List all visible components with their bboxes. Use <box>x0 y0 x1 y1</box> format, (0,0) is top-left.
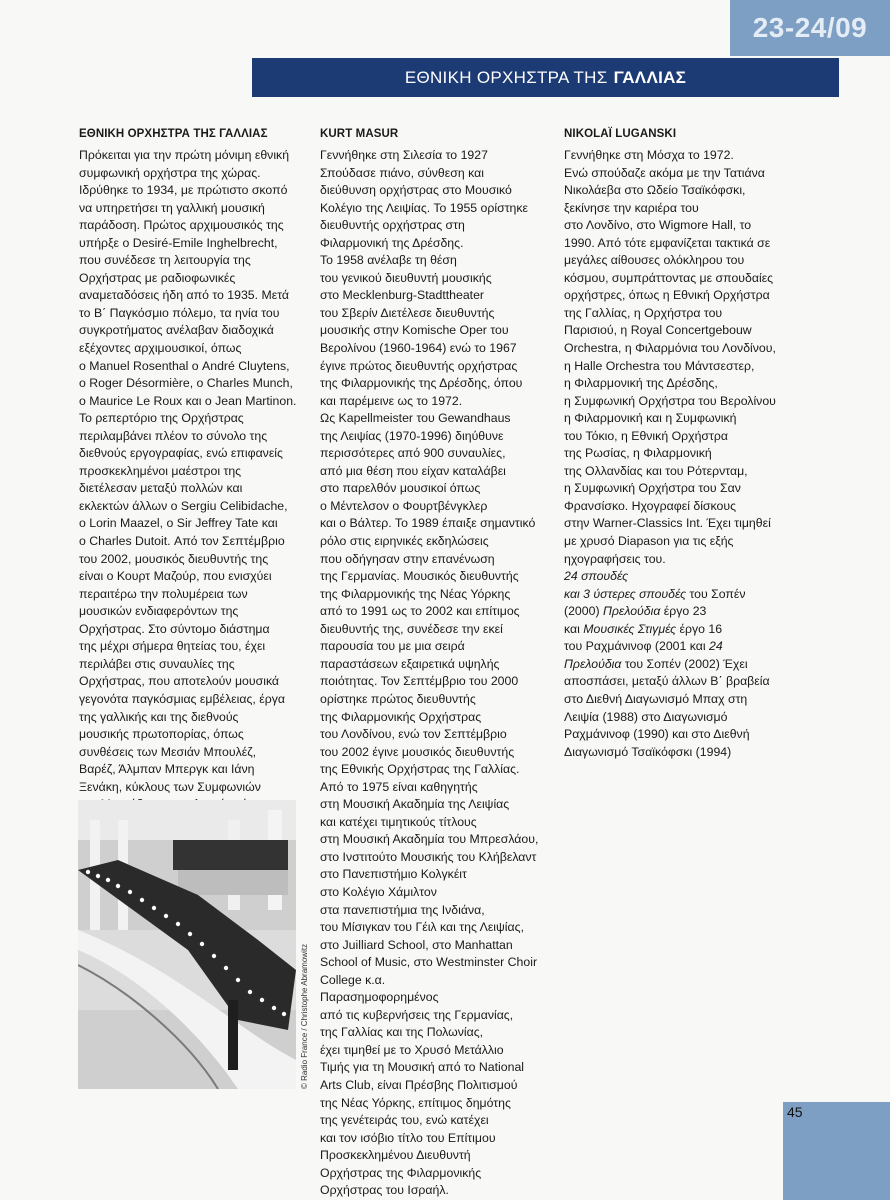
masur-line: της Γαλλίας και της Πολωνίας, <box>320 1025 484 1040</box>
masur-line: της Εθνικής Ορχήστρας της Γαλλίας. <box>320 762 520 777</box>
luganski-line-part: έργο 16 <box>676 621 723 636</box>
luganski-line: Ενώ σπούδαζε ακόμα με την Τατιάνα <box>564 165 765 180</box>
orchestra-line: συμφωνική ορχήστρα της χώρας. <box>79 165 261 180</box>
luganski-line <box>564 586 792 604</box>
masur-line: Ορχήστρας της Φιλαρμονικής <box>320 1165 482 1180</box>
page-title-regular: ΕΘΝΙΚΗ ΟΡΧΗΣΤΡΑ ΤΗΣ <box>404 67 608 87</box>
masur-line: Γεννήθηκε στη Σιλεσία το 1927 <box>320 148 488 162</box>
orchestra-line: Βαρέζ, Άλμπαν Μπεργκ και Ιάνη <box>79 762 255 777</box>
luganski-line: Παρισιού, η Royal Concertgebouw <box>564 323 752 338</box>
luganski-line: Λειψία (1988) στο Διαγωνισμό <box>564 709 728 724</box>
masur-line: και παρέμεινε ως το 1972. <box>320 393 463 408</box>
orchestra-line: μουσικής πρωτοπορίας, όπως <box>79 727 244 742</box>
luganski-line: Διαγωνισμό Τσαϊκόφσκι (1994) <box>564 744 732 759</box>
masur-line: στο Πανεπιστήμιο Κολγκέιτ <box>320 867 467 882</box>
luganski-line: 1990. Από τότε εμφανίζεται τακτικά σε <box>564 235 771 250</box>
masur-line: Ορχήστρας του Ισραήλ. <box>320 1183 449 1198</box>
masur-line: Φιλαρμονική της Δρέσδης. <box>320 235 464 250</box>
luganski-italic-work: Μουσικές Στιγμές <box>583 621 677 636</box>
masur-line: της γενέτειράς του, ενώ κατέχει <box>320 1113 489 1128</box>
luganski-line: Νικολάεβα στο Ωδείο Τσαϊκόφσκι, <box>564 183 746 198</box>
masur-line: διεύθυνση ορχήστρας στο Μουσικό <box>320 183 512 198</box>
orchestra-line: προσκεκλημένοι μαέστροι της <box>79 463 242 478</box>
masur-line: της Λειψίας (1970-1996) διηύθυνε <box>320 428 504 443</box>
luganski-line: της Ολλανδίας και του Ρότερνταμ, <box>564 463 748 478</box>
orchestra-heading: ΕΘΝΙΚΗ ΟΡΧΗΣΤΡΑ ΤΗΣ ΓΑΛΛΙΑΣ <box>79 128 268 140</box>
orchestra-line: Ξενάκη, κύκλους των Συμφωνιών <box>79 779 261 794</box>
luganski-line: Φρανσίσκο. Ηχογραφεί δίσκους <box>564 498 737 513</box>
masur-line: του 2002 έγινε μουσικός διευθυντής <box>320 744 515 759</box>
masur-line: ορίστηκε πρώτος διευθυντής <box>320 691 476 706</box>
luganski-italic-work: Πρελούδια <box>602 604 661 619</box>
masur-line: Arts Club, είναι Πρέσβης Πολιτισμού <box>320 1077 518 1092</box>
luganski-line: της Ρωσίας, η Φιλαρμονική <box>564 446 712 461</box>
masur-line: μουσικής στην Komische Oper του <box>320 323 509 338</box>
masur-line: παραστάσεων εξαιρετικά υψηλής <box>320 656 500 671</box>
orchestra-line: γεγονότα παγκόσμιας εμβέλειας, έργα <box>79 691 285 706</box>
orchestra-line: ο Maurice Le Roux και ο Jean Martinon. <box>79 393 297 408</box>
masur-heading: KURT MASUR <box>320 128 399 140</box>
luganski-line: Γεννήθηκε στη Μόσχα το 1972. <box>564 148 734 162</box>
masur-text <box>320 147 550 1200</box>
luganski-line: κόσμου, συμπράττοντας με σπουδαίες <box>564 270 774 285</box>
orchestra-line: ο Lorin Maazel, ο Sir Jeffrey Tate και <box>79 516 278 531</box>
luganski-text <box>564 147 792 568</box>
orchestra-line: ο Manuel Rosenthal ο André Cluytens, <box>79 358 290 373</box>
orchestra-photo-drawing <box>78 800 296 1089</box>
luganski-italic-work: Πρελούδια <box>564 656 622 671</box>
masur-line: και τον ισόβιο τίτλο του Επίτιμου <box>320 1130 496 1145</box>
masur-line: Σπούδασε πιάνο, σύνθεση και <box>320 165 484 180</box>
orchestra-line: Ιδρύθηκε το 1934, με πρώτιστο σκοπό <box>79 183 288 198</box>
luganski-line: η Συμφωνική Ορχήστρα του Σαν <box>564 481 741 496</box>
luganski-line: μεγάλες αίθουσες ολόκληρου του <box>564 253 745 268</box>
orchestra-line: εξέχοντες αρχιμουσικοί, όπως <box>79 341 242 356</box>
luganski-line-part: (2000) <box>564 604 603 619</box>
orchestra-line: που συνέδεσε τη λειτουργία της <box>79 253 251 268</box>
masur-line: στη Μουσική Ακαδημία της Λειψίας <box>320 797 510 812</box>
luganski-line-part: του Σοπέν <box>686 586 746 601</box>
masur-line: του Λονδίνου, ενώ τον Σεπτέμβριο <box>320 727 507 742</box>
photo-credit: © Radio France / Christophe Abramowitz <box>300 943 309 1089</box>
masur-line: από μια θέση που είχαν καταλάβει <box>320 463 506 478</box>
orchestra-line: εκλεκτών άλλων ο Sergiu Celibidache, <box>79 498 288 513</box>
orchestra-line: περιλάβει στις συναυλίες της <box>79 656 235 671</box>
masur-line: στο παρελθόν μουσικοί όπως <box>320 481 481 496</box>
orchestra-line: διεθνούς εργογραφίας, ενώ επιφανείς <box>79 446 283 461</box>
luganski-line: της Γαλλίας, η Ορχήστρα του <box>564 305 723 320</box>
luganski-line: ξεκίνησε την καριέρα του <box>564 200 699 215</box>
masur-line: που οδήγησαν στην επανένωση <box>320 551 495 566</box>
luganski-line: η Φιλαρμονική και η Συμφωνική <box>564 411 737 426</box>
luganski-line: η Halle Orchestra του Μάντσεστερ, <box>564 358 755 373</box>
masur-line: στο Juilliard School, στο Manhattan <box>320 937 513 952</box>
luganski-line: Ραχμάνινοφ (1990) και στο Διεθνή <box>564 727 750 742</box>
luganski-line-part: του Σοπέν (2002) Έχει <box>621 656 748 671</box>
orchestra-line: της μέχρι σήμερα θητείας του, έχει <box>79 639 266 654</box>
orchestra-line: Το ρεπερτόριο της Ορχήστρας <box>79 411 244 426</box>
orchestra-line: ο Charles Dutoit. Από τον Σεπτέμβριο <box>79 534 285 549</box>
masur-line: στο Κολέγιο Χάμιλτον <box>320 884 437 899</box>
masur-line: διευθυντής ορχήστρας στη <box>320 218 465 233</box>
luganski-line: ηχογραφήσεις του. <box>564 551 666 566</box>
orchestra-line: διετέλεσαν μεταξύ πολλών και <box>79 481 243 496</box>
orchestra-line: Πρόκειται για την πρώτη μόνιμη εθνική <box>79 148 290 162</box>
masur-line: παρουσία του με μια σειρά <box>320 639 465 654</box>
orchestra-column <box>79 127 301 902</box>
masur-line: της Φιλαρμονικής Ορχήστρας <box>320 709 482 724</box>
orchestra-line: είναι ο Κουρτ Μαζούρ, που ενισχύει <box>79 569 272 584</box>
luganski-column <box>564 127 792 761</box>
masur-line: της Φιλαρμονικής της Νέας Υόρκης <box>320 586 511 601</box>
luganski-italic-work: 24 σπουδές <box>564 569 629 584</box>
masur-line: School of Music, στο Westminster Choir <box>320 955 538 970</box>
luganski-line: στην Warner-Classics Int. Έχει τιμηθεί <box>564 516 771 531</box>
orchestra-line: συγκροτήματος ανέλαβαν διαδοχικά <box>79 323 274 338</box>
masur-column <box>320 127 550 1200</box>
masur-line: College κ.α. <box>320 972 386 987</box>
masur-line: και ο Βάλτερ. Το 1989 έπαιξε σημαντικό <box>320 516 536 531</box>
masur-line: στο Ινστιτούτο Μουσικής του Κλήβελαντ <box>320 849 537 864</box>
luganski-line-part: του Ραχμάνινοφ (2001 και <box>564 639 710 654</box>
luganski-line <box>564 621 792 639</box>
masur-line: διευθυντής της, συνέδεσε την εκεί <box>320 621 503 636</box>
orchestra-line: υπήρξε ο Desiré-Emile Inghelbrecht, <box>79 235 278 250</box>
orchestra-line: του 2002, μουσικός διευθυντής της <box>79 551 269 566</box>
masur-line: της Γερμανίας. Μουσικός διευθυντής <box>320 569 519 584</box>
orchestra-line: περιλαμβάνει πλέον το σύνολο της <box>79 428 268 443</box>
luganski-line: ορχήστρες, όπως η Εθνική Ορχήστρα <box>564 288 770 303</box>
orchestra-line: μουσικών ενδιαφερόντων της <box>79 604 239 619</box>
masur-line: Βερολίνου (1960-1964) ενώ το 1967 <box>320 341 517 356</box>
luganski-italic-work: και 3 ύστερες σπουδές <box>564 586 687 601</box>
luganski-line: η Φιλαρμονική της Δρέσδης, <box>564 376 718 391</box>
masur-line: έγινε πρώτος διευθυντής ορχήστρας <box>320 358 518 373</box>
luganski-line-part: έργο 23 <box>660 604 707 619</box>
masur-line: έχει τιμηθεί με το Χρυσό Μετάλλιο <box>320 1042 504 1057</box>
luganski-line <box>564 656 792 674</box>
masur-line: του Σβερίν Διετέλεσε διευθυντής <box>320 305 495 320</box>
orchestra-text <box>79 147 301 849</box>
orchestra-photo <box>78 800 296 1089</box>
page-title-bar <box>252 58 839 97</box>
masur-line: περισσότερες από 900 συναυλίες, <box>320 446 506 461</box>
masur-line: της Φιλαρμονικής της Δρέσδης, όπου <box>320 376 523 391</box>
page-title-bold: ΓΑΛΛΙΑΣ <box>613 67 687 87</box>
masur-line: Ως Kapellmeister του Gewandhaus <box>320 411 511 426</box>
masur-line: ποιότητας. Τον Σεπτέμβριο του 2000 <box>320 674 519 689</box>
orchestra-line: περαιτέρω την πολυμέρεια των <box>79 586 248 601</box>
masur-line: Κολέγιο της Λειψίας. Το 1955 ορίστηκε <box>320 200 529 215</box>
luganski-italic-work: 24 <box>709 639 723 654</box>
orchestra-line: αναμεταδόσεις ήδη από το 1935. Μετά <box>79 288 289 303</box>
orchestra-line: συνθέσεις των Μεσιάν Μπουλέζ, <box>79 744 257 759</box>
masur-line: από το 1991 ως το 2002 και επίτιμος <box>320 604 520 619</box>
masur-line: του γενικού διευθυντή μουσικής <box>320 270 492 285</box>
masur-line: στη Μουσική Ακαδημία του Μπρεσλάου, <box>320 832 539 847</box>
luganski-line <box>564 568 792 586</box>
orchestra-line: της γαλλικής και της διεθνούς <box>79 709 239 724</box>
luganski-line: στο Λονδίνο, στο Wigmore Hall, το <box>564 218 752 233</box>
luganski-line <box>564 638 792 656</box>
luganski-line <box>564 603 792 621</box>
masur-line: Το 1958 ανέλαβε τη θέση <box>320 253 457 268</box>
masur-line: Τιμής για τη Μουσική από το National <box>320 1060 525 1075</box>
masur-line: και κατέχει τιμητικούς τίτλους <box>320 814 477 829</box>
luganski-line: η Συμφωνική Ορχήστρα του Βερολίνου <box>564 393 776 408</box>
masur-line: στο Mecklenburg-Stadttheater <box>320 288 485 303</box>
luganski-line: στο Διεθνή Διαγωνισμό Μπαχ στη <box>564 691 748 706</box>
masur-line: ο Μέντελσον ο Φουρτβένγκλερ <box>320 498 488 513</box>
masur-line: από τις κυβερνήσεις της Γερμανίας, <box>320 1007 514 1022</box>
orchestra-line: να υπηρετήσει τη γαλλική μουσική <box>79 200 265 215</box>
luganski-line: του Τόκιο, η Εθνική Ορχήστρα <box>564 428 728 443</box>
orchestra-line: ο Roger Désormière, ο Charles Munch, <box>79 376 293 391</box>
page-number: 45 <box>787 1104 803 1120</box>
masur-line: Προσκεκλημένου Διευθυντή <box>320 1148 471 1163</box>
luganski-line: αποσπάσει, μεταξύ άλλων Β΄ βραβεία <box>564 674 770 689</box>
masur-line: Από το 1975 είναι καθηγητής <box>320 779 478 794</box>
masur-line: Παρασημοφορημένος <box>320 990 439 1005</box>
luganski-text-tail <box>564 673 792 761</box>
luganski-heading: NIKOLAΪ LUGANSKI <box>564 128 677 140</box>
orchestra-line: Ορχήστρας με ραδιοφωνικές <box>79 270 236 285</box>
date-range-tab: 23-24/09 <box>730 0 890 56</box>
masur-line: του Μίσιγκαν του Γέιλ και της Λειψίας, <box>320 920 524 935</box>
orchestra-line: Ορχήστρας, που αποτελούν μουσικά <box>79 674 280 689</box>
luganski-line: με χρυσό Diapason για τις εξής <box>564 534 734 549</box>
masur-line: της Νέας Υόρκης, επίτιμος δημότης <box>320 1095 511 1110</box>
masur-line: ρόλο στις ειρηνικές εκδηλώσεις <box>320 534 489 549</box>
orchestra-line: παράδοση. Πρώτος αρχιμουσικός της <box>79 218 284 233</box>
orchestra-line: Ορχήστρας. Στο σύντομο διάστημα <box>79 621 270 636</box>
luganski-line: Orchestra, η Φιλαρμόνια του Λονδίνου, <box>564 341 776 356</box>
luganski-line-part: και <box>564 621 584 636</box>
masur-line: στα πανεπιστήμια της Ινδιάνα, <box>320 902 485 917</box>
orchestra-line: το Β΄ Παγκόσμιο πόλεμο, τα ηνία του <box>79 305 280 320</box>
